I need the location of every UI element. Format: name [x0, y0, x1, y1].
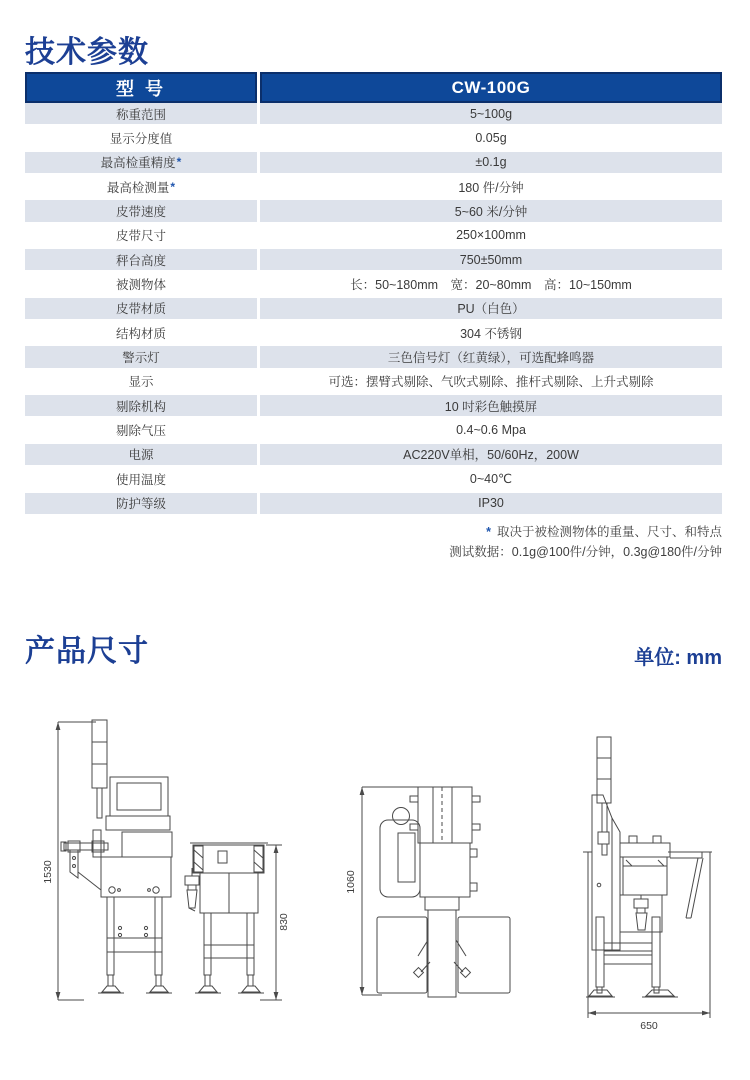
spec-value: PU（白色）: [257, 298, 722, 319]
product-dimension-drawings: [0, 700, 750, 1080]
table-row: [25, 127, 722, 151]
table-row: [25, 395, 722, 419]
section-title-specs: 技术参数: [25, 36, 149, 69]
footnote-line1: [449, 522, 722, 542]
table-row: [25, 249, 722, 273]
table-row: [25, 152, 722, 176]
display-head-top: [380, 808, 420, 898]
table-row: [25, 322, 722, 346]
spec-value: 0.05g: [257, 127, 722, 148]
side-depth-dimension: 650: [640, 1020, 658, 1032]
front-height-dimension: 1530: [42, 860, 54, 884]
spec-label: 电源: [25, 444, 257, 465]
spec-value: AC220V单相，50/60Hz，200W: [257, 444, 722, 465]
top-view-drawing: [345, 787, 510, 997]
conveyor-side: [620, 836, 670, 895]
footnote-star: *: [486, 525, 491, 539]
spec-label: 最高检测量 *: [25, 176, 257, 197]
air-prep-side: [620, 895, 662, 932]
touchscreen-front: [110, 777, 168, 816]
feet-side: [586, 987, 678, 997]
spec-label: 显示: [25, 371, 257, 392]
table-row: [25, 273, 722, 297]
spec-label: 秤台高度: [25, 249, 257, 270]
spec-label: 剔除机构: [25, 395, 257, 416]
side-view-drawing: [583, 737, 712, 1032]
outfeed-table-front: [185, 843, 268, 993]
spec-label: 使用温度: [25, 468, 257, 489]
weigher-top: [420, 843, 477, 897]
spec-value: 750±50mm: [257, 249, 722, 270]
unit-label: 单位: mm: [634, 647, 722, 669]
spec-label: 皮带尺寸: [25, 225, 257, 246]
frame-side: [596, 917, 660, 987]
spec-label: 剔除气压: [25, 419, 257, 440]
table-row: [25, 371, 722, 395]
spec-label: 最高检重精度 *: [25, 152, 257, 173]
top-width-dimension: 1060: [345, 870, 357, 894]
spec-table: [25, 72, 722, 517]
tower-light-front: [92, 720, 107, 818]
spec-value: 10 吋彩色触摸屏: [257, 395, 722, 416]
table-row: [25, 346, 722, 370]
table-row: [25, 176, 722, 200]
spec-table-body: [25, 103, 722, 517]
front-view-drawing: [42, 720, 290, 1000]
table-brace-side: [668, 852, 712, 918]
spec-value: 5~100g: [257, 103, 722, 124]
table-row: [25, 103, 722, 127]
spec-value: 304 不锈钢: [257, 322, 722, 343]
spec-value: ±0.1g: [257, 152, 722, 173]
spec-value: 三色信号灯（红黄绿），可选配蜂鸣器: [257, 346, 722, 367]
table-row: [25, 444, 722, 468]
section-title-dimensions: 产品尺寸: [25, 635, 149, 668]
spec-label: 结构材质: [25, 322, 257, 343]
spec-value: 长：50~180mm 宽：20~80mm 高：10~150mm: [257, 273, 722, 294]
frame-front: [107, 897, 162, 975]
discharge-strip-top: [414, 897, 471, 997]
feet-front: [98, 975, 172, 993]
spec-value: 5~60 米/分钟: [257, 200, 722, 221]
spec-label: 被测物体: [25, 273, 257, 294]
table-row: [25, 493, 722, 517]
weigher-body-front: [101, 857, 171, 897]
tower-light-side: [597, 737, 611, 855]
spec-value: 0~40℃: [257, 468, 722, 489]
table-row: [25, 419, 722, 443]
table-row: [25, 200, 722, 224]
spec-label: 皮带材质: [25, 298, 257, 319]
footnote-marker: *: [176, 155, 182, 170]
table-row: [25, 468, 722, 492]
infeed-height-dimension: 830: [278, 913, 290, 931]
dimension-drawings-svg: [0, 700, 750, 1080]
footnote-marker: *: [170, 179, 176, 194]
spec-value: IP30: [257, 493, 722, 514]
footnote-line2: 测试数据：0.1g@100件/分钟，0.3g@180件/分钟: [449, 545, 722, 559]
model-header-label: 型 号: [25, 72, 257, 103]
table-row: [25, 298, 722, 322]
left-table-top: [377, 917, 427, 993]
spec-label: 称重范围: [25, 103, 257, 124]
spec-label: 防护等级: [25, 493, 257, 514]
spec-value: 0.4~0.6 Mpa: [257, 419, 722, 440]
table-row: [25, 225, 722, 249]
model-header-value: CW-100G: [260, 72, 722, 103]
spec-value: 可选：摆臂式剔除、气吹式剔除、推杆式剔除、上升式剔除: [257, 371, 722, 392]
spec-label: 皮带速度: [25, 200, 257, 221]
spec-label: 警示灯: [25, 346, 257, 367]
spec-table-header: [25, 72, 722, 103]
spec-value: 250×100mm: [257, 225, 722, 246]
spec-value: 180 件/分钟: [257, 176, 722, 197]
footnotes: [449, 522, 722, 562]
footnote-line1-text: 取决于被检测物体的重量、尺寸、和特点: [496, 525, 722, 539]
spec-label: 显示分度值: [25, 127, 257, 148]
